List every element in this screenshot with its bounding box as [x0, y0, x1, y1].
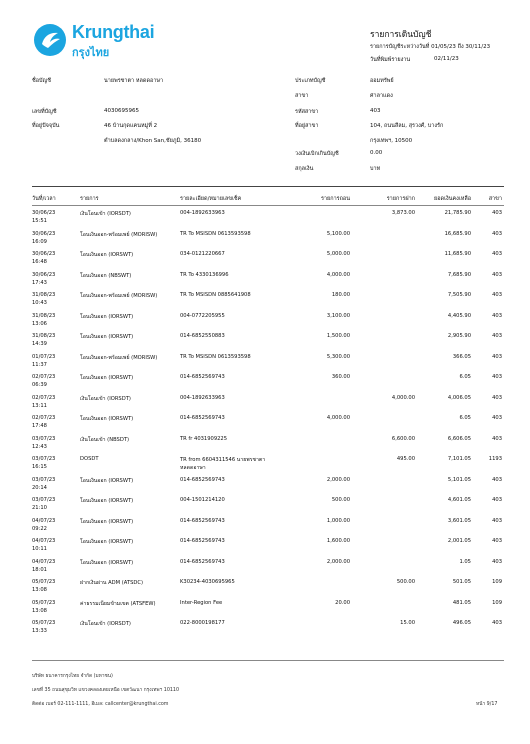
- row-balance: 501.05: [452, 579, 471, 585]
- row-time: 11:37: [32, 361, 47, 368]
- row-desc: โอนเงินออก (IORSWT): [80, 416, 134, 422]
- row-desc: ฝากเงินผ่าน ADM (ATSDC): [80, 580, 144, 586]
- statement-title: รายการเดินบัญชี: [370, 30, 432, 40]
- row-date: 02/07/23: [32, 374, 56, 380]
- row-desc: โอนเงินออก (IORSWT): [80, 498, 134, 504]
- row-balance: 496.05: [452, 620, 471, 626]
- statement-period: รายการบัญชีระหว่างวันที่ 01/05/23 ถึง 30/11/23: [370, 44, 491, 50]
- row-time: 13:33: [32, 628, 47, 634]
- row-branch: 403: [492, 230, 502, 237]
- row-balance: 2,001.05: [447, 538, 471, 544]
- bank-logo-icon: [34, 24, 66, 56]
- row-branch: 403: [492, 210, 502, 216]
- row-time: 15:51: [32, 218, 47, 224]
- row-time: 06:39: [32, 382, 47, 388]
- address-line2: ตำบลดงกลาง/Khon San,ชัยภูมิ, 36180: [104, 138, 202, 144]
- row-balance: 366.05: [452, 353, 471, 360]
- row-detail: 014-6852569743: [180, 374, 225, 380]
- row-time: 17:43: [32, 279, 47, 286]
- col-desc-header: รายการ: [80, 196, 99, 202]
- table-header-rule: [32, 205, 504, 206]
- row-date: 02/07/23: [32, 394, 56, 401]
- col-detail-header: รายละเอียด/หมายเลขเช็ค: [180, 196, 242, 202]
- row-desc: โอนเงินออก (IORSWT): [80, 477, 134, 484]
- row-detail: TR To 4330136996: [180, 271, 229, 278]
- row-date: 04/07/23: [32, 517, 56, 524]
- row-desc: DOSDT: [80, 456, 99, 462]
- row-detail: 004-1892633963: [180, 210, 225, 216]
- branch-code-label: รหัสสาขา: [295, 109, 319, 115]
- row-withdraw: 1,500.00: [326, 333, 350, 339]
- row-date: 03/07/23: [32, 435, 56, 442]
- row-branch: 403: [492, 517, 502, 524]
- row-branch: 403: [492, 353, 502, 360]
- table-top-rule: [32, 186, 504, 187]
- row-desc: โอนเงินออก-พร้อมเพย์ (MORISW): [80, 231, 158, 238]
- row-desc: เงินโอนเข้า (IORSDT): [80, 395, 131, 402]
- row-branch: 109: [492, 579, 502, 585]
- row-withdraw: 360.00: [331, 374, 350, 380]
- row-desc: เงินโอนเข้า (NBSDT): [80, 436, 130, 443]
- row-balance: 7,101.05: [447, 456, 471, 462]
- row-detail: 004-0772205955: [180, 312, 225, 319]
- row-date: 03/07/23: [32, 497, 56, 503]
- row-balance: 2,905.90: [447, 333, 471, 339]
- row-desc: เงินโอนเข้า (IORSDT): [80, 211, 131, 217]
- branch-address-line1: 104, ถนนสีลม, สุรวงศ์, บางรัก: [370, 123, 444, 129]
- row-branch: 403: [492, 374, 502, 380]
- row-withdraw: 500.00: [331, 497, 350, 503]
- row-branch: 403: [492, 292, 502, 298]
- row-date: 04/07/23: [32, 538, 56, 544]
- row-branch: 403: [492, 476, 502, 483]
- row-withdraw: 20.00: [335, 599, 350, 606]
- row-branch: 403: [492, 435, 502, 442]
- row-branch: 403: [492, 271, 502, 278]
- row-desc: โอนเงินออก-พร้อมเพย์ (MORISW): [80, 293, 158, 299]
- col-deposit-header: รายการฝาก: [386, 196, 415, 202]
- row-deposit: 3,873.00: [391, 210, 415, 216]
- row-desc: โอนเงินออก (IORSWT): [80, 559, 134, 566]
- row-balance: 7,685.90: [447, 271, 471, 278]
- col-date-header: วันที่/เวลา: [32, 196, 56, 202]
- row-detail: TR fr 4031909225: [180, 435, 228, 442]
- bird-logo-icon: [34, 24, 66, 56]
- row-branch: 403: [492, 415, 502, 421]
- row-detail: 014-6852569743: [180, 538, 225, 544]
- row-desc: โอนเงินออก-พร้อมเพย์ (MORISW): [80, 354, 158, 361]
- row-detail: TR To MSISDN 0885641908: [180, 292, 251, 298]
- row-balance: 11,685.90: [444, 251, 471, 257]
- row-deposit: 4,000.00: [391, 394, 415, 401]
- row-time: 18:01: [32, 566, 47, 573]
- row-time: 21:10: [32, 505, 47, 511]
- branch-label: สาขา: [295, 93, 309, 99]
- row-balance: 7,505.90: [447, 292, 471, 298]
- footer-company: บริษัท ธนาคารกรุงไทย จำกัด (มหาชน): [32, 674, 113, 679]
- row-time: 16:15: [32, 464, 47, 470]
- row-date: 30/06/23: [32, 230, 56, 237]
- row-date: 04/07/23: [32, 558, 56, 565]
- row-withdraw: 5,000.00: [326, 251, 350, 257]
- row-detail: Inter-Region Fee: [180, 599, 223, 606]
- row-withdraw: 2,000.00: [326, 558, 350, 565]
- row-date: 03/07/23: [32, 456, 56, 462]
- footer-contact: ติดต่อ เบอร์ 02-111-1111, อีเมล: callcenter@krungthai.com: [32, 702, 169, 707]
- account-type: ออมทรัพย์: [370, 78, 394, 84]
- row-branch: 403: [492, 312, 502, 319]
- row-balance: 6.05: [459, 415, 471, 421]
- branch-address-label: ที่อยู่สาขา: [295, 123, 319, 129]
- row-detail: TR To MSISDN 0613593598: [180, 230, 251, 237]
- row-date: 30/06/23: [32, 210, 56, 216]
- row-balance: 3,601.05: [447, 517, 471, 524]
- row-date: 03/07/23: [32, 476, 56, 483]
- page-number: หน้า 9/17: [476, 702, 498, 707]
- row-date: 31/08/23: [32, 312, 56, 319]
- overdraft-label: วงเงินเบิกเกินบัญชี: [295, 151, 339, 157]
- row-balance: 4,601.05: [447, 497, 471, 503]
- row-detail-line2: หลดดอาษา: [180, 465, 206, 471]
- row-withdraw: 4,000.00: [326, 415, 350, 421]
- row-branch: 403: [492, 497, 502, 503]
- row-date: 05/07/23: [32, 579, 56, 585]
- footer-rule: [32, 660, 504, 661]
- footer-address: เลขที่ 35 ถนนสุขุมวิท แขวงคลองเตยเหนือ เขตวัฒนา กรุงเทพฯ 10110: [32, 688, 180, 693]
- row-desc: โอนเงินออก (NBSWT): [80, 272, 132, 279]
- row-desc: ค่าธรรมเนียมข้ามเขต (ATSFEW): [80, 600, 156, 607]
- row-detail: TR To MSISDN 0613593598: [180, 353, 251, 360]
- branch: ศาลาแดง: [370, 93, 393, 99]
- row-withdraw: 1,600.00: [326, 538, 350, 544]
- row-branch: 1193: [488, 456, 502, 462]
- row-date: 31/08/23: [32, 292, 56, 298]
- row-time: 16:09: [32, 238, 47, 245]
- address-label: ที่อยู่ปัจจุบัน: [32, 123, 60, 129]
- bank-name-en: Krungthai: [72, 22, 155, 42]
- bank-name-th: กรุงไทย: [72, 46, 110, 59]
- row-date: 05/07/23: [32, 599, 56, 606]
- row-detail: 004-1501214120: [180, 497, 225, 503]
- row-deposit: 6,600.00: [391, 435, 415, 442]
- row-desc: โอนเงินออก (IORSWT): [80, 375, 134, 381]
- row-balance: 4,405.90: [447, 312, 471, 319]
- col-withdraw-header: รายการถอน: [320, 196, 350, 202]
- row-detail: K30234-4030695965: [180, 579, 235, 585]
- row-balance: 21,785.90: [444, 210, 471, 216]
- row-time: 16:48: [32, 259, 47, 265]
- row-branch: 403: [492, 333, 502, 339]
- row-desc: เงินโอนเข้า (IORSDT): [80, 621, 131, 627]
- row-branch: 403: [492, 394, 502, 401]
- row-desc: โอนเงินออก (IORSWT): [80, 539, 134, 545]
- row-branch: 403: [492, 558, 502, 565]
- row-detail: 014-6852569743: [180, 476, 225, 483]
- row-branch: 403: [492, 620, 502, 626]
- account-type-label: ประเภทบัญชี: [295, 78, 326, 84]
- row-balance: 481.05: [452, 599, 471, 606]
- row-detail: 014-6852550883: [180, 333, 225, 339]
- row-branch: 109: [492, 599, 502, 606]
- row-detail: 014-6852569743: [180, 558, 225, 565]
- row-balance: 4,006.05: [447, 394, 471, 401]
- account-number: 4030695965: [104, 108, 139, 114]
- row-date: 05/07/23: [32, 620, 56, 626]
- row-detail: TR from 6604311546 นายพรชาตา: [180, 457, 266, 463]
- row-detail: 014-6852569743: [180, 415, 225, 421]
- row-time: 14:39: [32, 341, 47, 347]
- row-balance: 16,685.90: [444, 230, 471, 237]
- row-date: 02/07/23: [32, 415, 56, 421]
- row-time: 20:14: [32, 484, 47, 491]
- row-desc: โอนเงินออก (IORSWT): [80, 313, 134, 320]
- row-time: 13:11: [32, 402, 47, 409]
- row-desc: โอนเงินออก (IORSWT): [80, 252, 134, 258]
- row-time: 10:11: [32, 546, 47, 552]
- row-detail: 022-8000198177: [180, 620, 225, 626]
- row-withdraw: 180.00: [331, 292, 350, 298]
- row-withdraw: 2,000.00: [326, 476, 350, 483]
- branch-code: 403: [370, 108, 381, 114]
- row-detail: 004-1892633963: [180, 394, 225, 401]
- row-withdraw: 1,000.00: [326, 517, 350, 524]
- row-date: 30/06/23: [32, 271, 56, 278]
- account-name-label: ชื่อบัญชี: [32, 78, 51, 84]
- row-withdraw: 5,300.00: [326, 353, 350, 360]
- row-date: 01/07/23: [32, 353, 56, 360]
- overdraft: 0.00: [370, 150, 383, 156]
- row-branch: 403: [492, 251, 502, 257]
- row-branch: 403: [492, 538, 502, 544]
- account-number-label: เลขที่บัญชี: [32, 109, 57, 115]
- row-balance: 6,606.05: [447, 435, 471, 442]
- currency: บาท: [370, 166, 381, 172]
- row-withdraw: 4,000.00: [326, 271, 350, 278]
- row-balance: 1.05: [459, 558, 471, 565]
- row-time: 09:22: [32, 525, 47, 532]
- row-date: 31/08/23: [32, 333, 56, 339]
- row-desc: โอนเงินออก (IORSWT): [80, 518, 134, 525]
- row-time: 12:43: [32, 443, 47, 450]
- row-withdraw: 5,100.00: [326, 230, 350, 237]
- row-time: 13:08: [32, 607, 47, 614]
- row-desc: โอนเงินออก (IORSWT): [80, 334, 134, 340]
- row-detail: 014-6852569743: [180, 517, 225, 524]
- col-branch-header: สาขา: [488, 196, 502, 202]
- row-detail: 034-0121220667: [180, 251, 225, 257]
- row-deposit: 495.00: [396, 456, 415, 462]
- row-date: 30/06/23: [32, 251, 56, 257]
- row-deposit: 15.00: [400, 620, 415, 626]
- row-balance: 6.05: [459, 374, 471, 380]
- branch-address-line2: กรุงเทพฯ, 10500: [370, 138, 413, 144]
- row-deposit: 500.00: [396, 579, 415, 585]
- print-date: 02/11/23: [434, 56, 459, 62]
- currency-label: สกุลเงิน: [295, 166, 314, 172]
- row-time: 13:06: [32, 320, 47, 327]
- row-balance: 5,101.05: [447, 476, 471, 483]
- col-balance-header: ยอดเงินคงเหลือ: [434, 196, 471, 202]
- row-time: 10:43: [32, 300, 47, 306]
- row-time: 13:08: [32, 587, 47, 593]
- print-date-label: วันที่พิมพ์รายงาน: [370, 57, 411, 63]
- row-withdraw: 3,100.00: [326, 312, 350, 319]
- address-line1: 46 บ้านกุดแคนหมู่ที่ 2: [104, 123, 158, 129]
- account-name: นายพรชาตา หลดดอาษา: [104, 78, 164, 84]
- row-time: 17:48: [32, 423, 47, 429]
